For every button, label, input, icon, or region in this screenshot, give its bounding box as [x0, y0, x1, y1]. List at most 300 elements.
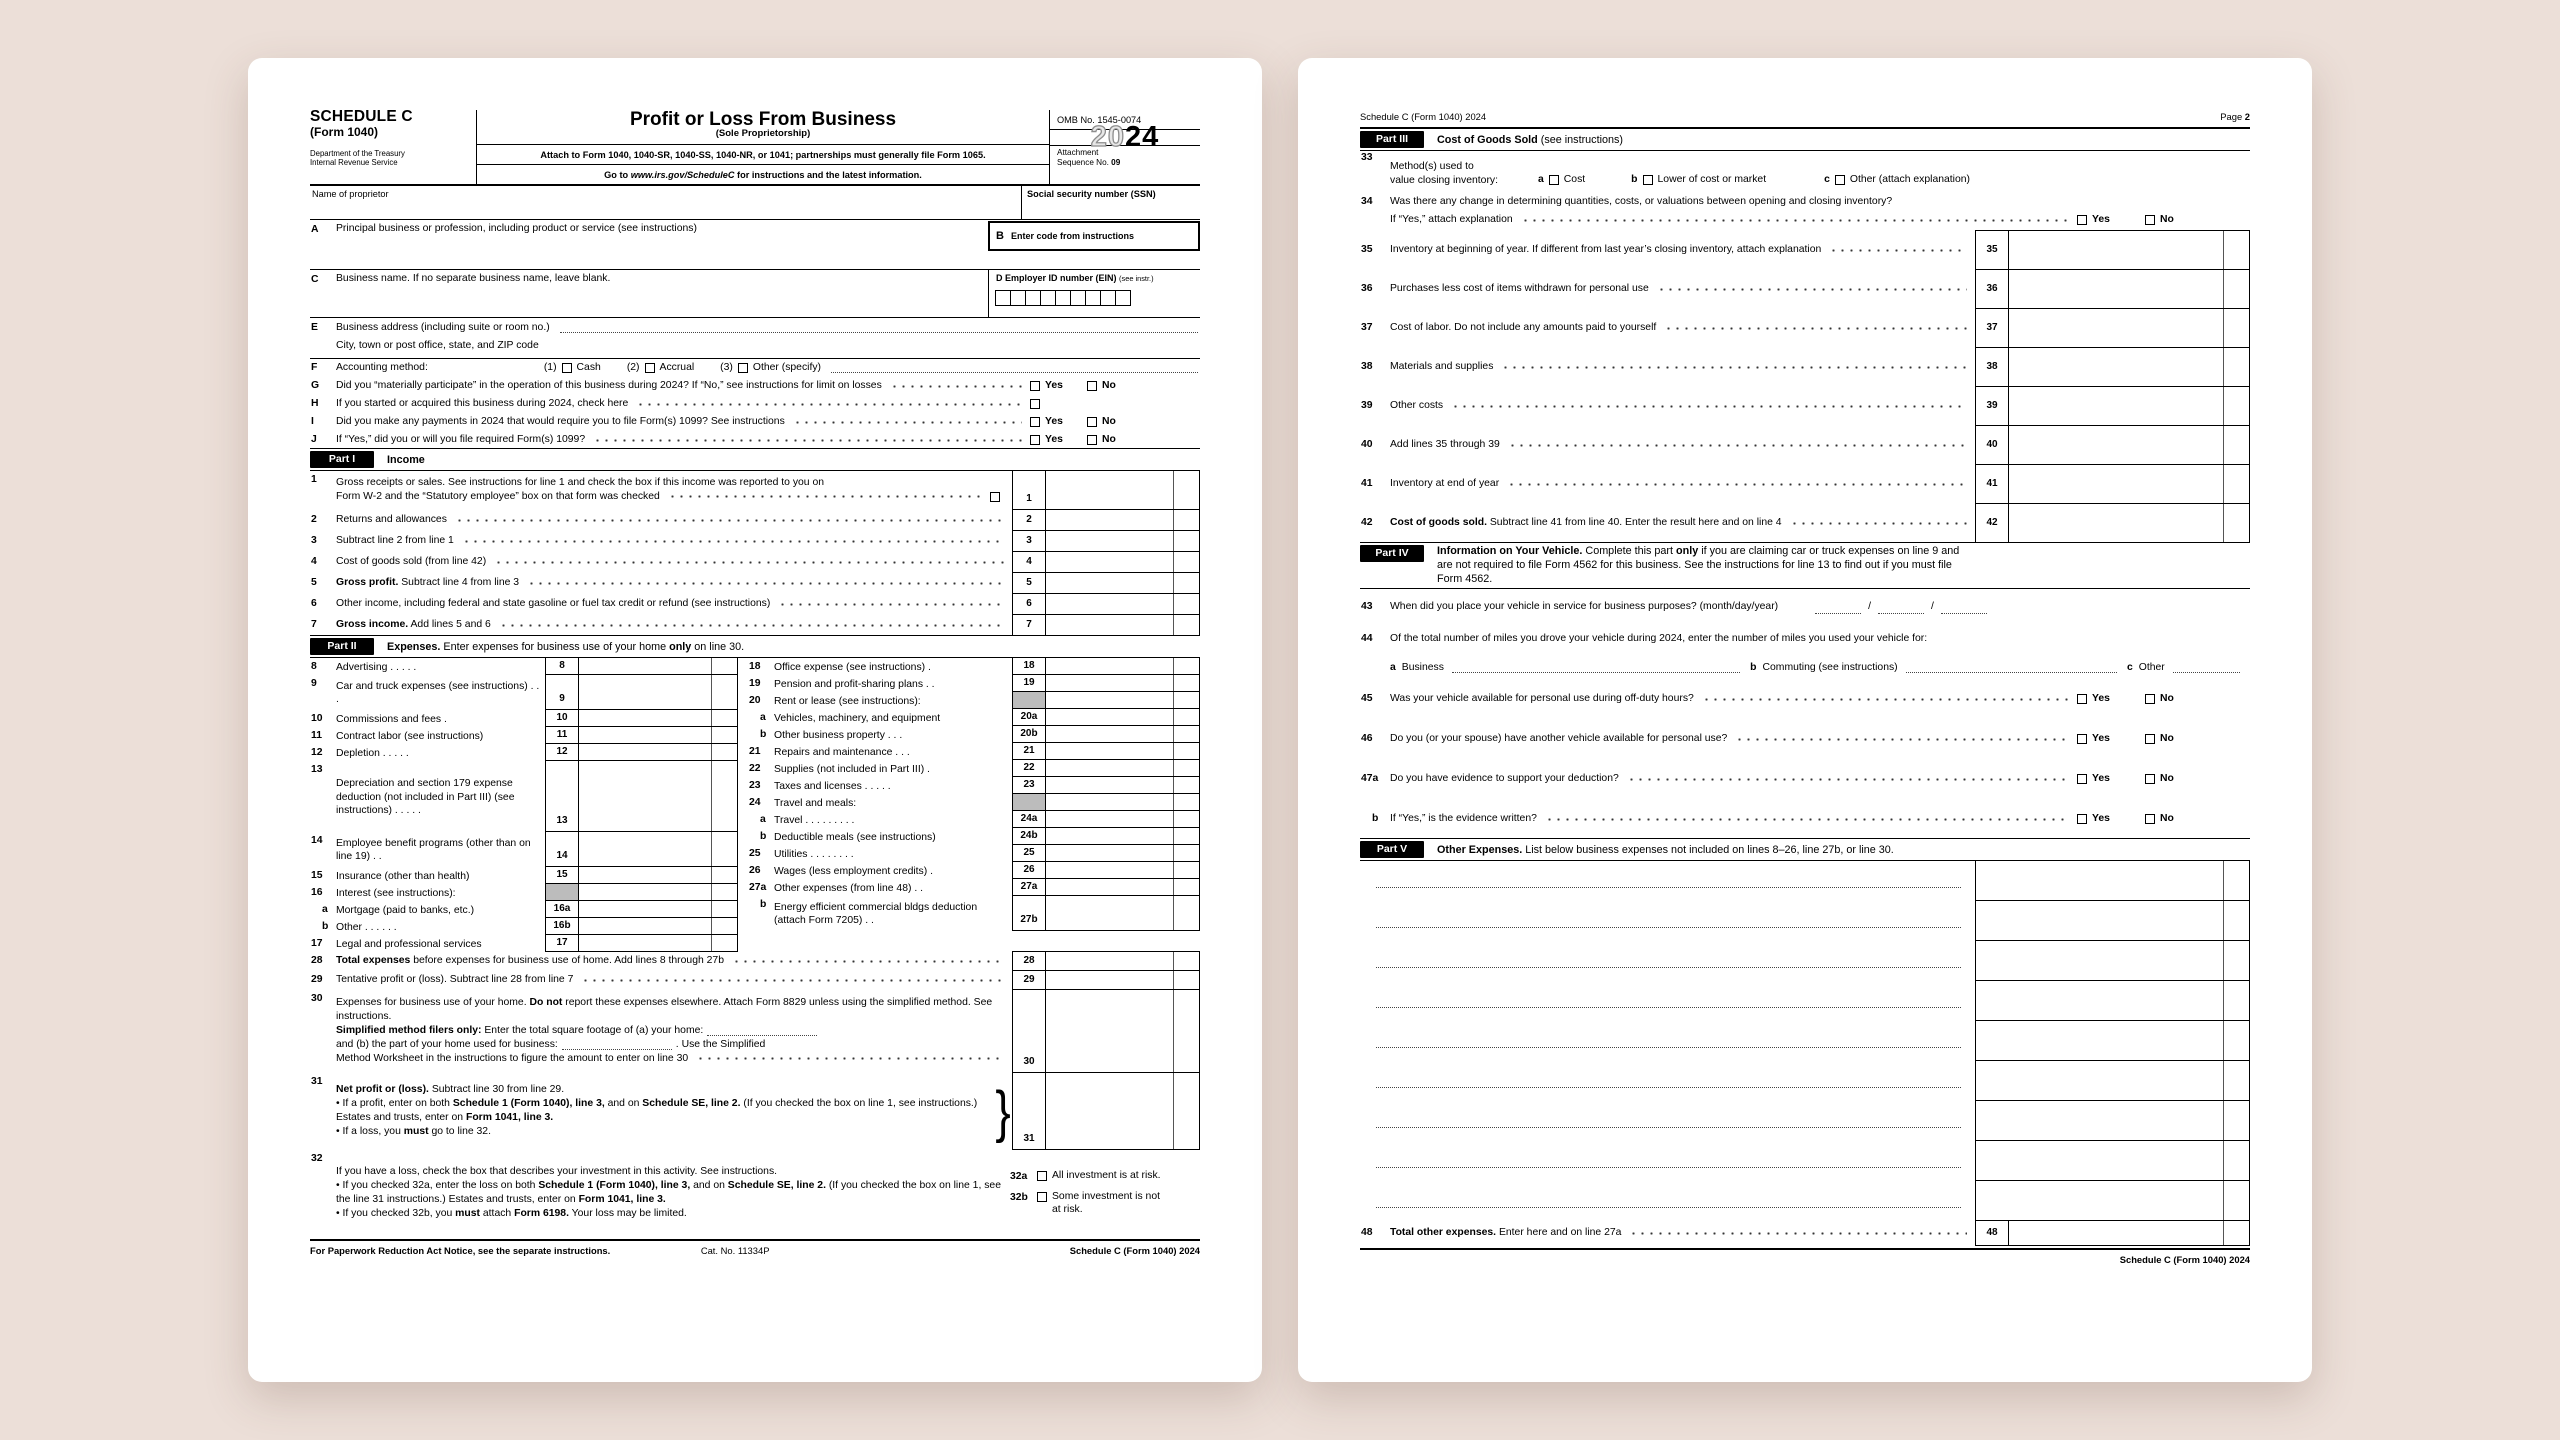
- line-number: a: [322, 903, 328, 915]
- yes-no-group: Yes No: [1030, 379, 1200, 393]
- dot-leader: [696, 1057, 1004, 1060]
- name-of-proprietor-field[interactable]: Name of proprietor: [312, 189, 389, 199]
- line-number-box: 6: [1012, 593, 1046, 615]
- line-label: If “Yes,” did you or will you file required Form(s) 1099?: [336, 434, 586, 445]
- commuting-miles-blank[interactable]: [1906, 672, 2117, 673]
- expense-description-blank[interactable]: [1376, 1207, 1961, 1208]
- line-e: [310, 318, 1200, 359]
- line-16a: [310, 900, 738, 918]
- ein-digit-box[interactable]: [1070, 290, 1086, 306]
- inventory-method-lower: b Lower of cost or market: [1631, 174, 1767, 185]
- line-h: [310, 395, 1200, 413]
- amount-cell[interactable]: [579, 900, 738, 918]
- line-number: 28: [311, 955, 323, 966]
- other-expense-row: [1360, 1020, 2250, 1061]
- amount-cell[interactable]: [1046, 725, 1200, 743]
- line-label: Purchases less cost of items withdrawn for personal use: [1390, 283, 1649, 294]
- line-20b: [748, 725, 1200, 743]
- expense-description-blank[interactable]: [1376, 967, 1961, 968]
- business-address-blank[interactable]: [560, 332, 1198, 333]
- line-number-box: 4: [1012, 551, 1046, 573]
- amount-cell[interactable]: [2009, 308, 2250, 348]
- line-number: a: [760, 711, 766, 723]
- expense-amount-blank[interactable]: [1975, 1100, 2250, 1141]
- amount-cell[interactable]: [1046, 742, 1200, 760]
- line-number: a: [760, 813, 766, 825]
- no-checkbox[interactable]: [1087, 381, 1097, 391]
- business-miles-blank[interactable]: [1452, 672, 1740, 673]
- tax-year-outline: 20: [1090, 121, 1125, 153]
- line-label-wrap: [336, 677, 545, 706]
- amount-cell[interactable]: [1046, 572, 1200, 594]
- ein-digit-box[interactable]: [1055, 290, 1071, 306]
- yes-no-group: Yes No: [2077, 772, 2250, 786]
- goto-instruction: Go to www.irs.gov/ScheduleC for instructions and the latest information.: [477, 164, 1049, 184]
- line-i: [310, 413, 1200, 431]
- amount-cell[interactable]: [1046, 827, 1200, 845]
- amount-cell[interactable]: [1046, 844, 1200, 862]
- amount-cell[interactable]: [1046, 951, 1200, 971]
- line-number-box: 39: [1975, 386, 2009, 426]
- paperwork-notice: For Paperwork Reduction Act Notice, see the separate instructions.: [310, 1245, 611, 1256]
- ein-digit-box[interactable]: [1085, 290, 1101, 306]
- line-label: Add lines 35 through 39: [1390, 439, 1500, 450]
- line-number: 48: [1361, 1227, 1373, 1239]
- attach-instruction: Attach to Form 1040, 1040-SR, 1040-SS, 1040-NR, or 1041; partnerships must generally file Form 1065.: [477, 144, 1049, 164]
- some-investment-not-at-risk-checkbox[interactable]: [1037, 1192, 1047, 1202]
- expense-amount-blank[interactable]: [1975, 1180, 2250, 1221]
- amount-cell[interactable]: [2009, 464, 2250, 504]
- amount-cell[interactable]: [579, 934, 738, 952]
- line-43: [1360, 589, 2250, 625]
- no-checkbox[interactable]: [2145, 814, 2155, 824]
- expense-description-blank[interactable]: [1376, 1007, 1961, 1008]
- yes-checkbox[interactable]: [1030, 381, 1040, 391]
- dot-leader: [455, 519, 1004, 522]
- other-method-blank[interactable]: [831, 372, 1198, 373]
- line-5: [310, 572, 1200, 594]
- line-label: Business address (including suite or room no.): [336, 322, 550, 333]
- dot-leader: [1521, 219, 2069, 222]
- accounting-method-other: (3) Other (specify): [720, 362, 822, 373]
- line-number-box: 24a: [1012, 810, 1046, 828]
- all-investment-at-risk-checkbox[interactable]: [1037, 1171, 1047, 1181]
- line-label: Vehicles, machinery, and equipment: [774, 712, 941, 724]
- amount-cell[interactable]: [1046, 551, 1200, 573]
- line-letter: A: [311, 224, 319, 235]
- line-label: If you have a loss, check the box that describes your investment in this activity. See instructions.: [336, 1166, 778, 1178]
- line-bullet: • If you checked 32b, you must attach Form 6198. Your loss may be limited.: [336, 1207, 687, 1219]
- line-number: 7: [311, 619, 317, 630]
- line-label: Gross receipts or sales. See instructions for line 1 and check the box if this income was reported to you on: [336, 477, 825, 489]
- line-label-wrap: [336, 534, 1012, 548]
- expense-amount-blank[interactable]: [1975, 940, 2250, 981]
- home-square-footage-blank[interactable]: [707, 1026, 817, 1036]
- omb-number: OMB No. 1545-0074: [1050, 110, 1200, 130]
- yes-no-group: Yes No: [2077, 213, 2250, 227]
- amount-cell[interactable]: [579, 760, 738, 832]
- month-blank[interactable]: [1815, 603, 1861, 614]
- line-22: [748, 759, 1200, 777]
- other-expense-row: [1360, 1180, 2250, 1221]
- part-ii-badge: Part II: [310, 638, 374, 655]
- line-16b: [310, 917, 738, 935]
- dot-leader: [1664, 327, 1967, 330]
- yes-checkbox[interactable]: [1030, 417, 1040, 427]
- amount-cell[interactable]: [1046, 614, 1200, 636]
- started-business-checkbox[interactable]: [1030, 399, 1040, 409]
- line-number-box: 1: [1012, 470, 1046, 510]
- amount-cell[interactable]: [2009, 1220, 2250, 1246]
- line-label: If you started or acquired this business during 2024, check here: [336, 398, 629, 409]
- dot-leader: [462, 540, 1004, 543]
- other-expense-row: [1360, 860, 2250, 901]
- line-number-box: 20a: [1012, 708, 1046, 726]
- line-45: [1360, 679, 2250, 719]
- line-label: Taxes and licenses . . . . .: [774, 780, 891, 792]
- amount-cell[interactable]: [1046, 470, 1200, 510]
- line-number-box: 8: [545, 657, 579, 675]
- line-number: 18: [749, 660, 761, 672]
- line-number: 9: [311, 677, 317, 689]
- dot-leader: [1451, 405, 1967, 408]
- line-number-box: 14: [545, 831, 579, 867]
- line-letter: E: [311, 322, 318, 333]
- line-number: 39: [1361, 400, 1373, 411]
- amount-cell[interactable]: [1046, 708, 1200, 726]
- ein-digit-box[interactable]: [1025, 290, 1041, 306]
- line-38: [1360, 347, 2250, 387]
- dot-leader: [1501, 366, 1967, 369]
- line-label: Principal business or profession, including product or service (see instructions): [336, 223, 697, 234]
- line-label-wrap: [336, 901, 545, 917]
- line-number-box: 20b: [1012, 725, 1046, 743]
- part-v-title: Other Expenses. List below business expenses not included on lines 8–26, line 27b, or line 30.: [1437, 843, 1894, 856]
- ein-block: D Employer ID number (EIN) (see instr.): [988, 270, 1200, 317]
- line-label-wrap: [774, 726, 1012, 742]
- line-number: 29: [311, 974, 323, 985]
- option-32a: 32a All investment is at risk.: [1010, 1170, 1161, 1182]
- dot-leader: [1508, 444, 1967, 447]
- amount-cell[interactable]: [2009, 425, 2250, 465]
- form-id-header: Schedule C (Form 1040) 2024: [1360, 111, 1487, 122]
- other-expense-row: [1360, 980, 2250, 1021]
- line-label: Gross income. Add lines 5 and 6: [336, 619, 491, 630]
- line-number: 42: [1361, 517, 1373, 528]
- amount-cell[interactable]: [579, 726, 738, 744]
- other-expense-row: [1360, 1140, 2250, 1181]
- amount-cell[interactable]: [2009, 503, 2250, 543]
- line-label-wrap: [774, 811, 1012, 827]
- line-label-wrap: [336, 918, 545, 934]
- expense-amount-blank[interactable]: [1975, 860, 2250, 901]
- proprietor-row: [310, 186, 1200, 220]
- amount-cell[interactable]: [1046, 793, 1200, 811]
- line-number-box: 13: [545, 760, 579, 832]
- line-label: Legal and professional services: [336, 938, 482, 950]
- line-number: 4: [311, 556, 317, 567]
- line-label-wrap: [774, 675, 1012, 691]
- line-label: Cost of goods sold. Subtract line 41 from line 40. Enter the result here and on line 4: [1390, 517, 1782, 528]
- line-number: 6: [311, 598, 317, 609]
- line-label-wrap: [1390, 321, 1975, 335]
- option-32b: 32b Some investment is not at risk.: [1010, 1191, 1160, 1215]
- amount-cell[interactable]: [579, 883, 738, 901]
- dot-leader: [1627, 778, 2069, 781]
- line-letter: F: [311, 362, 318, 373]
- line-label: Car and truck expenses (see instructions) . . .: [336, 680, 540, 706]
- amount-cell[interactable]: [579, 657, 738, 675]
- line-24a: [748, 810, 1200, 828]
- yes-checkbox[interactable]: [2077, 774, 2087, 784]
- line-42: [1360, 503, 2250, 543]
- yes-no-group: Yes No: [2077, 812, 2250, 826]
- ein-digit-box[interactable]: [1010, 290, 1026, 306]
- line-label: value closing inventory:: [1390, 174, 1499, 186]
- line-label: Deductible meals (see instructions): [774, 831, 936, 843]
- department-line-2: Internal Revenue Service: [310, 158, 398, 168]
- line-g: [310, 377, 1200, 395]
- amount-cell[interactable]: [1046, 691, 1200, 709]
- amount-cell[interactable]: [2009, 230, 2250, 270]
- amount-cell[interactable]: [579, 709, 738, 727]
- line-number: 23: [749, 779, 761, 791]
- line-7: [310, 614, 1200, 636]
- line-47b: [1360, 799, 2250, 839]
- line-number-box: [1012, 691, 1046, 709]
- ein-digit-boxes: [996, 290, 1200, 306]
- day-blank[interactable]: [1878, 603, 1924, 614]
- line-label: Inventory at beginning of year. If different from last year’s closing inventory, attach explanation: [1390, 244, 1822, 255]
- ssn-field[interactable]: Social security number (SSN): [1021, 186, 1200, 219]
- amount-cell[interactable]: [1046, 593, 1200, 615]
- line-label-wrap: [774, 862, 1012, 878]
- line-label-wrap: [336, 513, 1012, 527]
- expense-amount-blank[interactable]: [1975, 1020, 2250, 1061]
- amount-cell[interactable]: [1046, 509, 1200, 531]
- line-label-wrap: [774, 828, 1012, 844]
- expense-description-blank[interactable]: [1376, 1087, 1961, 1088]
- expense-description-blank[interactable]: [1376, 927, 1961, 928]
- form-number: (Form 1040): [310, 125, 379, 139]
- line-number-box: 12: [545, 743, 579, 761]
- amount-cell[interactable]: [579, 917, 738, 935]
- line-number: 24: [749, 796, 761, 808]
- line-letter: I: [311, 416, 314, 427]
- amount-cell[interactable]: [2009, 269, 2250, 309]
- line-number: 10: [311, 712, 323, 724]
- line-number: 8: [311, 660, 317, 672]
- amount-cell[interactable]: [1046, 878, 1200, 896]
- amount-cell[interactable]: [1046, 895, 1200, 931]
- ein-digit-box[interactable]: [1040, 290, 1056, 306]
- omb-block: [1050, 110, 1200, 184]
- check-here-group: [1030, 399, 1200, 409]
- line-number: b: [760, 898, 767, 910]
- line-label: Depletion . . . . .: [336, 747, 409, 759]
- expense-description-blank[interactable]: [1376, 887, 1961, 888]
- inventory-method-cost: a Cost: [1538, 174, 1586, 185]
- line-number: 27a: [749, 881, 767, 893]
- line-number: 26: [749, 864, 761, 876]
- cost-checkbox[interactable]: [1549, 175, 1559, 185]
- attachment-sequence: Attachment Sequence No. 09: [1057, 148, 1121, 167]
- income-section: [310, 471, 1200, 636]
- amount-cell[interactable]: [1046, 759, 1200, 777]
- department-line-1: Department of the Treasury: [310, 149, 405, 158]
- no-checkbox[interactable]: [2145, 734, 2155, 744]
- tax-year: [1050, 121, 1200, 153]
- lower-of-cost-checkbox[interactable]: [1643, 175, 1653, 185]
- amount-cell[interactable]: [1046, 989, 1200, 1073]
- expense-description-blank[interactable]: [1376, 1167, 1961, 1168]
- line-number: 36: [1361, 283, 1373, 294]
- line-label-wrap: [1390, 477, 1975, 491]
- no-checkbox[interactable]: [1087, 435, 1097, 445]
- line-letter: G: [311, 380, 320, 391]
- dot-leader: [581, 979, 1004, 982]
- amount-cell[interactable]: [1046, 776, 1200, 794]
- accounting-method-cash: (1) Cash: [543, 362, 601, 373]
- line-number-box: 40: [1975, 425, 2009, 465]
- amount-cell[interactable]: [1046, 861, 1200, 879]
- line-label: Utilities . . . . . . . .: [774, 848, 854, 860]
- amount-cell[interactable]: [1046, 1072, 1200, 1150]
- line-letter: J: [311, 434, 317, 445]
- line-46: [1360, 719, 2250, 759]
- amount-cell[interactable]: [2009, 347, 2250, 387]
- line-number: b: [1372, 813, 1379, 825]
- yes-checkbox[interactable]: [2077, 215, 2087, 225]
- line-number: 31: [311, 1076, 323, 1087]
- line-label: Did you make any payments in 2024 that would require you to file Form(s) 1099? See instructions: [336, 416, 785, 427]
- other-inventory-method-checkbox[interactable]: [1835, 175, 1845, 185]
- page-2-footer: Schedule C (Form 1040) 2024: [2119, 1254, 2250, 1266]
- line-3: [310, 530, 1200, 552]
- line-23: [748, 776, 1200, 794]
- other-miles-blank[interactable]: [2173, 672, 2240, 673]
- amount-cell[interactable]: [1046, 810, 1200, 828]
- line-label: Method(s) used to: [1390, 161, 1474, 172]
- line-number: 15: [311, 869, 323, 881]
- line-number-box: 19: [1012, 674, 1046, 692]
- amount-cell[interactable]: [2009, 386, 2250, 426]
- expenses-right-column: [748, 658, 1200, 952]
- line-label-wrap: [336, 727, 545, 743]
- page-word: Page: [2220, 111, 2243, 122]
- no-checkbox[interactable]: [1087, 417, 1097, 427]
- line-32: [310, 1149, 1200, 1237]
- amount-cell[interactable]: [1046, 970, 1200, 990]
- ein-digit-box[interactable]: [1100, 290, 1116, 306]
- line-20: [748, 691, 1200, 709]
- line-j: [310, 431, 1200, 449]
- yes-checkbox[interactable]: [2077, 734, 2087, 744]
- line-label: City, town or post office, state, and ZIP code: [336, 340, 539, 351]
- line-number: 43: [1361, 601, 1373, 613]
- form-header: [310, 110, 1200, 186]
- line-number: 45: [1361, 693, 1373, 705]
- expense-amount-blank[interactable]: [1975, 1060, 2250, 1101]
- amount-cell[interactable]: [579, 674, 738, 710]
- dot-leader: [636, 403, 1022, 406]
- expense-amount-blank[interactable]: [1975, 980, 2250, 1021]
- no-checkbox[interactable]: [2145, 694, 2155, 704]
- business-code-field[interactable]: B Enter code from instructions: [988, 221, 1200, 251]
- page-subtitle: (Sole Proprietorship): [715, 128, 811, 139]
- line-number: 17: [311, 937, 323, 949]
- line-label-wrap: [336, 597, 1012, 611]
- amount-cell[interactable]: [579, 743, 738, 761]
- line-6: [310, 593, 1200, 615]
- dot-leader: [499, 624, 1004, 627]
- line-number: 46: [1361, 733, 1373, 745]
- ein-digit-box[interactable]: [995, 290, 1011, 306]
- no-checkbox[interactable]: [2145, 774, 2155, 784]
- expense-amount-blank[interactable]: [1975, 900, 2250, 941]
- dot-leader: [1829, 249, 1967, 252]
- expense-amount-blank[interactable]: [1975, 1140, 2250, 1181]
- line-number-box: 41: [1975, 464, 2009, 504]
- statutory-employee-checkbox[interactable]: [990, 492, 1000, 502]
- no-checkbox[interactable]: [2145, 215, 2155, 225]
- line-number-box: 30: [1012, 989, 1046, 1073]
- line-number-box: 31: [1012, 1072, 1046, 1150]
- amount-cell[interactable]: [1046, 657, 1200, 675]
- dot-leader: [1657, 288, 1967, 291]
- tax-year-bold: 24: [1125, 121, 1160, 153]
- ein-digit-box[interactable]: [1115, 290, 1131, 306]
- line-number-box: 28: [1012, 951, 1046, 971]
- amount-cell[interactable]: [579, 831, 738, 867]
- line-number-box: 16b: [545, 917, 579, 935]
- yes-checkbox[interactable]: [2077, 694, 2087, 704]
- line-label-wrap: [1390, 1226, 1975, 1240]
- line-13: [310, 760, 738, 832]
- line-label: Subtract line 2 from line 1: [336, 535, 454, 546]
- page-2: [1298, 58, 2312, 1382]
- dot-leader: [494, 561, 1004, 564]
- line-number: 5: [311, 577, 317, 588]
- other-method-checkbox[interactable]: [738, 363, 748, 373]
- part-i-title: Income: [387, 453, 425, 466]
- business-square-footage-blank[interactable]: [562, 1040, 672, 1050]
- other-expense-row: [1360, 940, 2250, 981]
- expense-description-blank[interactable]: [1376, 1047, 1961, 1048]
- line-number-box: 35: [1975, 230, 2009, 270]
- part-iv-title: Information on Your Vehicle. Complete this part only if you are claiming car or truck expenses on line 9 and are not required to file Form 4562 for this business. See the instructions for line 13 to find out if you must file Form 4562.: [1437, 545, 1960, 585]
- line-number-box: 17: [545, 934, 579, 952]
- yes-checkbox[interactable]: [2077, 814, 2087, 824]
- line-14: [310, 831, 738, 867]
- other-expenses-total: [1360, 1221, 2250, 1246]
- other-expense-row: [1360, 1060, 2250, 1101]
- part-ii-header: [310, 635, 1200, 658]
- line-number-box: 25: [1012, 844, 1046, 862]
- line-number: 13: [311, 763, 323, 775]
- expense-description-blank[interactable]: [1376, 1127, 1961, 1128]
- line-number-box: 26: [1012, 861, 1046, 879]
- accrual-checkbox[interactable]: [645, 363, 655, 373]
- amount-cell[interactable]: [579, 866, 738, 884]
- line-number-box: 37: [1975, 308, 2009, 348]
- cash-checkbox[interactable]: [562, 363, 572, 373]
- line-bullet: • If a profit, enter on both Schedule 1 (Form 1040), line 3, and on Schedule SE, line 2. (If you checked the box on line 1, see instructions.) Estates and trusts, enter on Form 1041, line 3.: [336, 1098, 978, 1123]
- amount-cell[interactable]: [1046, 674, 1200, 692]
- year-blank[interactable]: [1941, 603, 1987, 614]
- yes-checkbox[interactable]: [1030, 435, 1040, 445]
- amount-cell[interactable]: [1046, 530, 1200, 552]
